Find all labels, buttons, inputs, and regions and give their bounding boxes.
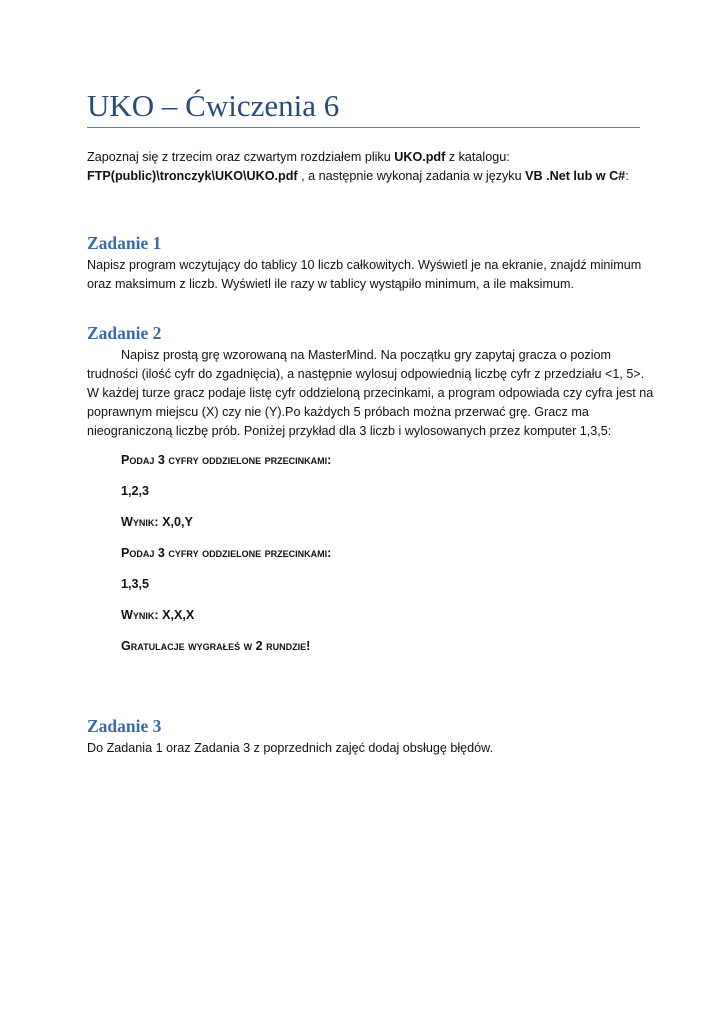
example-result: Wynik: X,X,X bbox=[121, 608, 195, 622]
zadanie-3-heading: Zadanie 3 bbox=[87, 716, 162, 736]
intro-text-mid: , a następnie wykonaj zadania w języku bbox=[297, 169, 526, 183]
example-input: 1,3,5 bbox=[121, 577, 150, 591]
intro-colon: : bbox=[625, 169, 629, 183]
intro-paragraph bbox=[87, 148, 647, 186]
zadanie-1-heading: Zadanie 1 bbox=[87, 233, 162, 253]
intro-line-2 bbox=[87, 167, 647, 186]
zadanie-2-text bbox=[87, 346, 654, 441]
zadanie-2-line: trudności (ilość cyfr do zgadnięcia), a następnie wylosuj odpowiednią liczbę cyfr z przedziału <1, 5>. bbox=[87, 367, 645, 381]
example-result: Wynik: X,0,Y bbox=[121, 515, 193, 529]
zadanie-2-heading: Zadanie 2 bbox=[87, 323, 162, 343]
zadanie-1-text bbox=[87, 256, 647, 294]
file-name: UKO.pdf bbox=[394, 150, 446, 164]
zadanie-1-line: Napisz program wczytujący do tablicy 10 liczb całkowitych. Wyświetl je na ekranie, znajdź minimum bbox=[87, 258, 642, 272]
intro-text-end: z katalogu: bbox=[445, 150, 510, 164]
zadanie-3-line: Do Zadania 1 oraz Zadania 3 z poprzednich zajęć dodaj obsługę błędów. bbox=[87, 741, 494, 755]
example-input: 1,2,3 bbox=[121, 484, 150, 498]
zadanie-3-text bbox=[87, 739, 647, 758]
language-name: VB .Net lub w C# bbox=[525, 169, 626, 183]
zadanie-2-line: poprawnym miejscu (X) czy nie (Y).Po każdych 5 próbach można przerwać grę. Gracz ma bbox=[87, 405, 589, 419]
example-prompt: Podaj 3 cyfry oddzielone przecinkami: bbox=[121, 546, 332, 560]
zadanie-2-line: Napisz prostą grę wzorowaną na MasterMind. Na początku gry zapytaj gracza o poziom bbox=[121, 348, 611, 362]
example-congrats: Gratulacje wygrałeś w 2 rundzie! bbox=[121, 639, 311, 653]
zadanie-2-line: W każdej turze gracz podaje listę cyfr oddzieloną przecinkami, a program odpowiada czy cyfra jest na bbox=[87, 386, 654, 400]
intro-text: Zapoznaj się z trzecim oraz czwartym rozdziałem pliku bbox=[87, 150, 395, 164]
intro-line-1 bbox=[87, 148, 647, 167]
zadanie-2-line: nieograniczoną liczbę prób. Poniżej przykład dla 3 liczb i wylosowanych przez komputer 1,3,5: bbox=[87, 424, 612, 438]
title-underline bbox=[87, 127, 640, 128]
page-title: UKO – Ćwiczenia 6 bbox=[87, 88, 340, 123]
example-prompt: Podaj 3 cyfry oddzielone przecinkami: bbox=[121, 453, 332, 467]
ftp-path: FTP(public)\tronczyk\UKO\UKO.pdf bbox=[87, 169, 298, 183]
zadanie-1-line: oraz maksimum z liczb. Wyświetl ile razy w tablicy wystąpiło minimum, a ile maksimum. bbox=[87, 277, 574, 291]
